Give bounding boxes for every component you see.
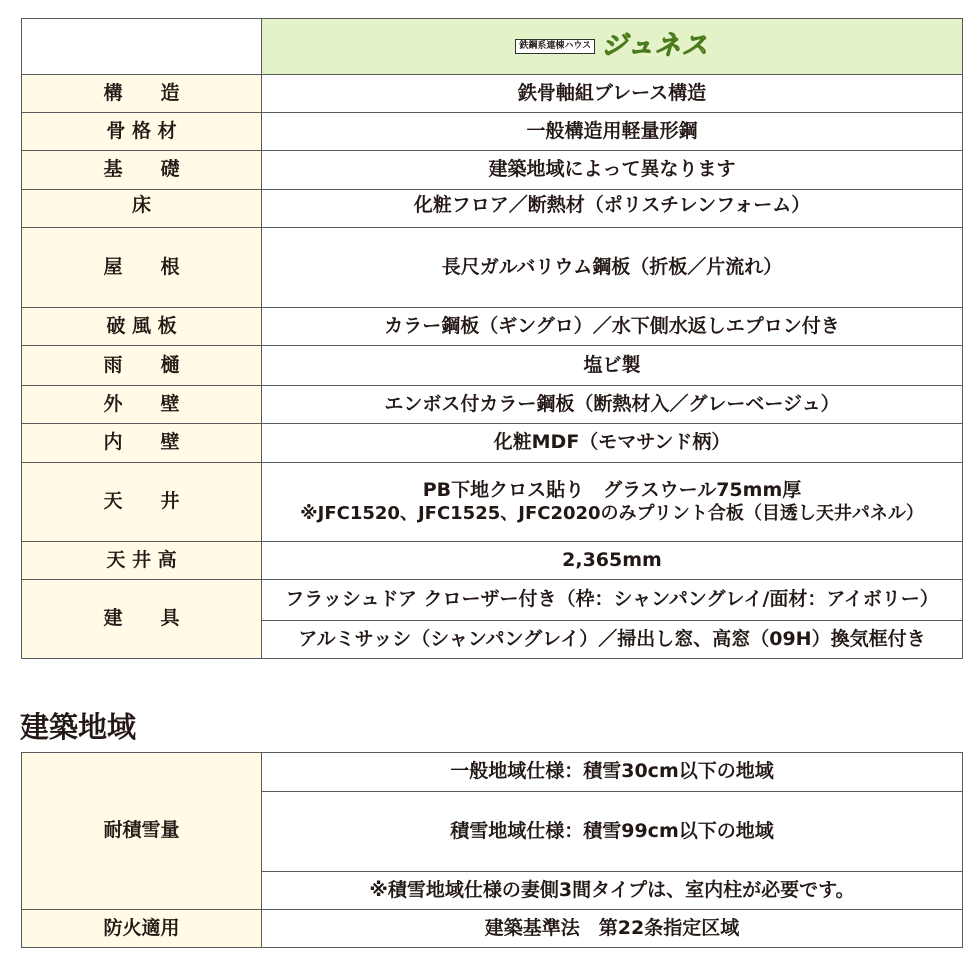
spec-value: アルミサッシ（シャンパングレイ）／掃出し窓、高窓（09H）換気框付き: [262, 621, 963, 659]
table-row: [22, 190, 963, 228]
area-value: 建築基準法 第22条指定区域: [262, 910, 963, 948]
table-row: [22, 463, 963, 542]
header-blank-cell: [22, 19, 262, 75]
table-row: [22, 424, 963, 463]
table-row: [22, 113, 963, 151]
spec-value: 化粧フロア／断熱材（ポリスチレンフォーム）: [262, 190, 963, 228]
spec-note: ※JFC1520、JFC1525、JFC2020のみプリント合板（目透し天井パネル）: [300, 502, 924, 524]
area-table: [21, 752, 963, 948]
spec-value-cell: [262, 463, 963, 542]
spec-value: PB下地クロス貼り グラスウール75mm厚: [422, 478, 802, 501]
spec-label: 天 井: [22, 463, 262, 542]
table-row: [22, 386, 963, 424]
spec-label: 床: [22, 190, 262, 228]
spec-label: 天 井 高: [22, 542, 262, 580]
spec-value: 鉄骨軸組ブレース構造: [262, 75, 963, 113]
spec-value: 建築地域によって異なります: [262, 151, 963, 190]
table-row: [22, 580, 963, 621]
table-row: [22, 308, 963, 346]
spec-label: 外 壁: [22, 386, 262, 424]
table-row: [22, 151, 963, 190]
table-row: [22, 753, 963, 792]
spec-value: カラー鋼板（ギングロ）／水下側水返しエプロン付き: [262, 308, 963, 346]
table-row: [22, 910, 963, 948]
table-row: [22, 346, 963, 386]
spec-label: 建 具: [22, 580, 262, 659]
spec-label: 基 礎: [22, 151, 262, 190]
table-header-row: [22, 19, 963, 75]
table-row: [22, 542, 963, 580]
table-row: [22, 228, 963, 308]
spec-value: 化粧MDF（モマサンド柄）: [262, 424, 963, 463]
spec-label: 破 風 板: [22, 308, 262, 346]
area-value: 一般地域仕様：積雪30cm以下の地域: [262, 753, 963, 792]
brand-cell: [262, 19, 963, 75]
area-label: 防火適用: [22, 910, 262, 948]
spec-label: 構 造: [22, 75, 262, 113]
section-title: 建築地域: [20, 710, 137, 744]
area-value: 積雪地域仕様：積雪99cm以下の地域: [262, 792, 963, 872]
spec-label: 屋 根: [22, 228, 262, 308]
brand-logo: [515, 30, 708, 63]
spec-value: 塩ビ製: [262, 346, 963, 386]
spec-label: 骨 格 材: [22, 113, 262, 151]
area-label: 耐積雪量: [22, 753, 262, 910]
spec-value: 2,365mm: [262, 542, 963, 580]
brand-name: ジュネス: [601, 31, 709, 62]
brand-sub-label: 鉄鋼系連棟ハウス: [515, 39, 595, 54]
spec-label: 内 壁: [22, 424, 262, 463]
table-row: [22, 75, 963, 113]
area-value: ※積雪地域仕様の妻側3間タイプは、室内柱が必要です。: [262, 872, 963, 910]
spec-table: [21, 18, 963, 659]
spec-value: 一般構造用軽量形鋼: [262, 113, 963, 151]
spec-label: 雨 樋: [22, 346, 262, 386]
spec-value: フラッシュドア クローザー付き（枠：シャンパングレイ/面材：アイボリー）: [262, 580, 963, 621]
spec-value: 長尺ガルバリウム鋼板（折板／片流れ）: [262, 228, 963, 308]
spec-value: エンボス付カラー鋼板（断熱材入／グレーベージュ）: [262, 386, 963, 424]
